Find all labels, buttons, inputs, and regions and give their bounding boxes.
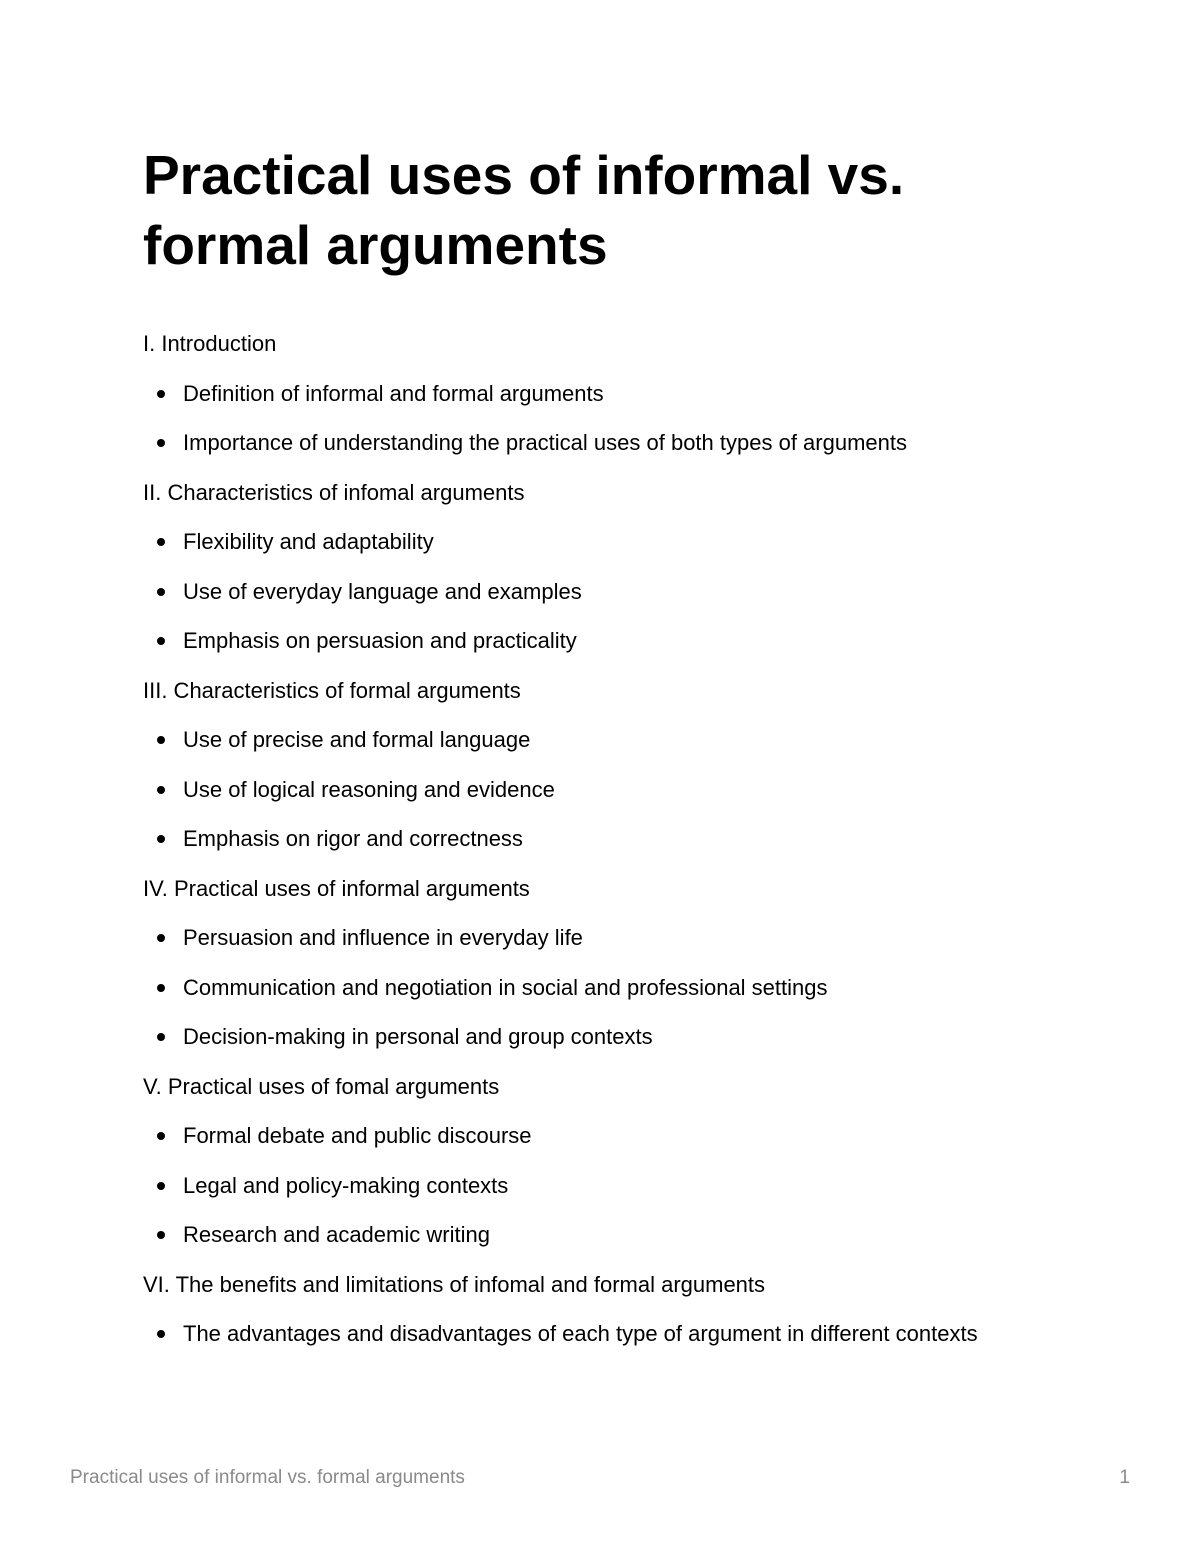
page-footer	[70, 1465, 1130, 1491]
section-heading: VI. The benefits and limitations of infomal and formal arguments	[143, 1271, 766, 1297]
bullet-icon	[157, 1231, 165, 1239]
list-item-text: Emphasis on rigor and correctness	[183, 826, 523, 851]
bullet-icon	[157, 390, 165, 398]
bullet-icon	[157, 835, 165, 843]
bullet-icon	[157, 984, 165, 992]
bullet-list	[143, 725, 1103, 854]
bullet-list	[143, 923, 1103, 1052]
list-item-text: Use of everyday language and examples	[183, 578, 582, 604]
bullet-icon	[157, 439, 165, 447]
list-item	[143, 1171, 1103, 1201]
section-heading: IV. Practical uses of informal arguments	[143, 875, 530, 901]
section-informal-characteristics	[143, 478, 1103, 657]
bullet-icon	[157, 736, 165, 744]
list-item	[143, 527, 1103, 557]
list-item-text: Definition of informal and formal arguments	[183, 380, 604, 406]
section-introduction	[143, 329, 1103, 458]
list-item	[143, 428, 1103, 458]
list-item-text: Decision-making in personal and group contexts	[183, 1024, 653, 1049]
bullet-icon	[157, 1132, 165, 1140]
list-item	[143, 626, 1103, 656]
section-heading: III. Characteristics of formal arguments	[143, 677, 521, 703]
list-item	[143, 1220, 1103, 1250]
outline	[143, 329, 1103, 1369]
list-item-text: The advantages and disadvantages of each type of argument in different contexts	[183, 1321, 978, 1346]
list-item-text: Importance of understanding the practical uses of both types of arguments	[183, 430, 907, 455]
list-item	[143, 577, 1103, 607]
section-benefits-limitations	[143, 1270, 1103, 1350]
bullet-list	[143, 379, 1103, 459]
list-item-text: Use of precise and formal language	[183, 727, 531, 752]
bullet-icon	[157, 1033, 165, 1041]
list-item-text: Persuasion and influence in everyday life	[183, 925, 583, 950]
list-item	[143, 775, 1103, 805]
list-item	[143, 1319, 1103, 1349]
bullet-icon	[157, 934, 165, 942]
list-item	[143, 923, 1103, 953]
bullet-list	[143, 1121, 1103, 1250]
bullet-icon	[157, 786, 165, 794]
list-item-text: Use of logical reasoning and evidence	[183, 776, 555, 802]
list-item-text: Flexibility and adaptability	[183, 529, 434, 554]
list-item	[143, 725, 1103, 755]
bullet-list	[143, 1319, 1103, 1349]
list-item	[143, 1121, 1103, 1151]
list-item	[143, 973, 1103, 1003]
bullet-icon	[157, 637, 165, 645]
bullet-icon	[157, 1330, 165, 1338]
page-number: 1	[1119, 1467, 1130, 1488]
section-formal-uses	[143, 1072, 1103, 1251]
list-item-text: Formal debate and public discourse	[183, 1123, 532, 1148]
section-formal-characteristics	[143, 676, 1103, 855]
list-item-text: Legal and policy-making contexts	[183, 1172, 509, 1198]
section-heading: V. Practical uses of fomal arguments	[143, 1073, 500, 1099]
bullet-icon	[157, 588, 165, 596]
list-item	[143, 824, 1103, 854]
list-item-text: Emphasis on persuasion and practicality	[183, 628, 577, 653]
page-title: Practical uses of informal vs. formal arguments	[143, 144, 905, 276]
list-item-text: Research and academic writing	[183, 1222, 490, 1247]
list-item-text: Communication and negotiation in social and professional settings	[183, 974, 828, 1000]
bullet-icon	[157, 1182, 165, 1190]
footer-title: Practical uses of informal vs. formal arguments	[70, 1467, 465, 1488]
bullet-icon	[157, 538, 165, 546]
bullet-list	[143, 527, 1103, 656]
section-informal-uses	[143, 874, 1103, 1053]
section-heading: I. Introduction	[143, 331, 277, 356]
list-item	[143, 1022, 1103, 1052]
list-item	[143, 379, 1103, 409]
section-heading: II. Characteristics of infomal arguments	[143, 479, 525, 505]
